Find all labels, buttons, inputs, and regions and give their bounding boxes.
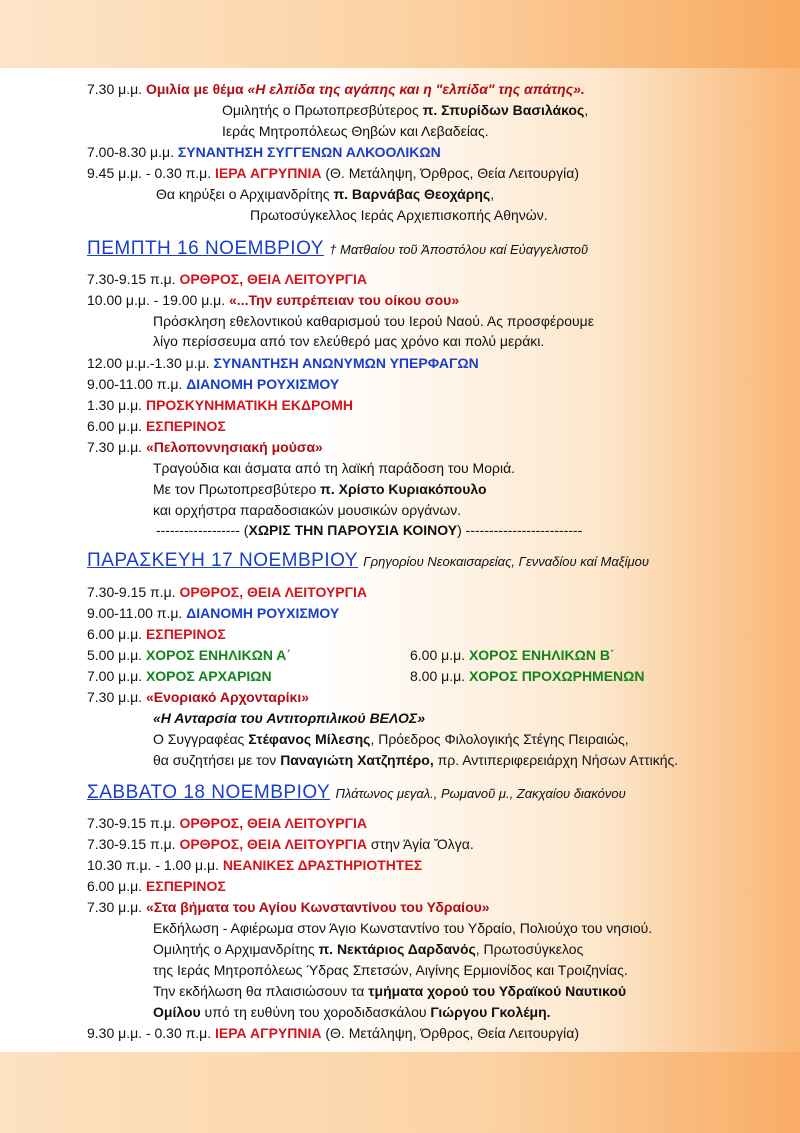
event-time: 9.00-11.00 π.μ. <box>87 605 183 621</box>
schedule-line <box>87 271 367 288</box>
detail-line: και ορχήστρα παραδοσιακών μουσικών οργάνων. <box>153 502 462 518</box>
event-time: 9.00-11.00 π.μ. <box>87 376 183 392</box>
detail-line: Πρωτοσύγκελλος Ιεράς Αρχιεπισκοπής Αθηνών. <box>250 207 548 223</box>
event-title: ΟΡΘΡΟΣ, ΘΕΙΑ ΛΕΙΤΟΥΡΓΙΑ <box>179 271 368 287</box>
schedule-line <box>87 584 367 601</box>
schedule-line <box>87 647 291 664</box>
event-title: ΙΕΡΑ ΑΓΡΥΠΝΙΑ <box>215 165 322 181</box>
event-title: ΟΡΘΡΟΣ, ΘΕΙΑ ΛΕΙΤΟΥΡΓΙΑ <box>179 836 368 852</box>
event-title: ΙΕΡΑ ΑΓΡΥΠΝΙΑ <box>215 1025 322 1041</box>
event-title: ΠΡΟΣΚΥΝΗΜΑΤΙΚΗ ΕΚΔΡΟΜΗ <box>145 397 354 413</box>
feast-name: † Ματθαίου τοῦ Ἀποστόλου καί Εὐαγγελιστοῦ <box>329 242 589 257</box>
event-time: 7.30 μ.μ. <box>87 439 143 455</box>
event-title: «...Την ευπρέπειαν του οίκου σου» <box>229 292 460 308</box>
event-time: 9.45 μ.μ. - 0.30 π.μ. <box>87 165 212 181</box>
speaker-name: π. Νεκτάριος Δαρδανός <box>318 941 476 957</box>
event-title: ΟΡΘΡΟΣ, ΘΕΙΑ ΛΕΙΤΟΥΡΓΙΑ <box>179 584 368 600</box>
schedule-line <box>87 899 490 916</box>
schedule-line <box>87 605 339 622</box>
schedule-line <box>87 439 323 456</box>
event-title: ΧΟΡΟΣ ΕΝΗΛΙΚΩΝ Β΄ <box>468 647 615 663</box>
speaker-name: Γιώργου Γκολέμη. <box>430 1004 551 1020</box>
event-title: ΣΥΝΑΝΤΗΣΗ ΣΥΓΓΕΝΩΝ ΑΛΚΟΟΛΙΚΩΝ <box>177 144 441 160</box>
detail-line: Πρόσκληση εθελοντικού καθαρισμού του Ιερού Ναού. Ας προσφέρουμε <box>153 313 594 329</box>
schedule-line <box>87 292 459 309</box>
event-title: ΔΙΑΝΟΜΗ ΡΟΥΧΙΣΜΟΥ <box>186 605 340 621</box>
event-title: Ομιλία με θέμα <box>145 81 244 97</box>
event-time: 6.00 μ.μ. <box>87 418 143 434</box>
speaker-name: Παναγιώτη Χατζηπέρο, <box>280 752 434 768</box>
detail-line: Ομιλητής ο Αρχιμανδρίτης π. Νεκτάριος Δαρδανός, Πρωτοσύγκελος <box>153 941 584 957</box>
schedule-line <box>87 376 339 393</box>
event-title: ΟΡΘΡΟΣ, ΘΕΙΑ ΛΕΙΤΟΥΡΓΙΑ <box>179 815 368 831</box>
event-time: 12.00 μ.μ.-1.30 μ.μ. <box>87 355 210 371</box>
detail-line: θα συζητήσει με τον Παναγιώτη Χατζηπέρο, πρ. Αντιπεριφερειάρχη Νήσων Αττικής. <box>153 752 679 768</box>
event-time: 7.30-9.15 π.μ. <box>87 271 176 287</box>
detail-line: Εκδήλωση - Αφιέρωμα στον Άγιο Κωνσταντίνο του Υδραίο, Πολιούχο του νησιού. <box>153 920 653 936</box>
detail-line: Ιεράς Μητροπόλεως Θηβών και Λεβαδείας. <box>222 123 489 139</box>
schedule-line <box>87 689 309 706</box>
schedule-line <box>87 668 272 685</box>
detail-line: Με τον Πρωτοπρεσβύτερο π. Χρίστο Κυριακόπουλο <box>153 481 487 497</box>
speaker-name: π. Σπυρίδων Βασιλάκος <box>422 102 585 118</box>
schedule-line <box>87 878 226 895</box>
schedule-line <box>87 355 479 372</box>
schedule-line <box>87 857 422 874</box>
no-audience-notice: ------------------ (ΧΩΡΙΣ ΤΗΝ ΠΑΡΟΥΣΙΑ ΚΟΙΝΟΥ) ------------------------- <box>156 522 583 538</box>
event-time: 8.00 μ.μ. <box>410 668 466 684</box>
detail-line: Ομίλου υπό τη ευθύνη του χοροδιδασκάλου Γιώργου Γκολέμη. <box>153 1004 551 1020</box>
event-time: 6.00 μ.μ. <box>87 878 143 894</box>
detail-line: Την εκδήλωση θα πλαισιώσουν τα τμήματα χορού του Υδραϊκού Ναυτικού <box>153 983 627 999</box>
day-heading-saturday <box>87 782 626 805</box>
event-title: «Ενοριακό Αρχονταρίκι» <box>145 689 309 705</box>
event-note: (Θ. Μετάληψη, Όρθρος, Θεία Λειτουργία) <box>325 1025 579 1041</box>
event-time: 7.30-9.15 π.μ. <box>87 584 176 600</box>
feast-name: Γρηγορίου Νεοκαισαρείας, Γενναδίου καί Μαξίμου <box>363 554 649 569</box>
event-title: ΝΕΑΝΙΚΕΣ ΔΡΑΣΤΗΡΙΟΤΗΤΕΣ <box>222 857 423 873</box>
bottom-band <box>0 1052 800 1133</box>
event-time: 7.00-8.30 μ.μ. <box>87 144 174 160</box>
event-title: «Πελοποννησιακή μούσα» <box>145 439 323 455</box>
schedule-line <box>87 397 353 414</box>
day-heading-thursday <box>87 238 588 261</box>
event-time: 10.00 μ.μ. - 19.00 μ.μ. <box>87 292 226 308</box>
event-time: 7.30 μ.μ. <box>87 81 143 97</box>
speaker-name: π. Βαρνάβας Θεοχάρης <box>333 186 491 202</box>
event-title: ΧΟΡΟΣ ΑΡΧΑΡΙΩΝ <box>145 668 272 684</box>
day-title: ΠΑΡΑΣΚΕΥΗ 17 ΝΟΕΜΒΡΙΟΥ <box>87 550 358 571</box>
event-title: ΕΣΠΕΡΙΝΟΣ <box>145 418 226 434</box>
detail-line: Θα κηρύξει ο Αρχιμανδρίτης π. Βαρνάβας Θεοχάρης, <box>156 186 495 202</box>
schedule-line <box>87 836 474 853</box>
event-note: (Θ. Μετάληψη, Όρθρος, Θεία Λειτουργία) <box>325 165 579 181</box>
event-title: ΣΥΝΑΝΤΗΣΗ ΑΝΩΝΥΜΩΝ ΥΠΕΡΦΑΓΩΝ <box>213 355 479 371</box>
event-time: 7.30 μ.μ. <box>87 899 143 915</box>
schedule-line <box>87 1025 579 1042</box>
speaker-name: Στέφανος Μίλεσης <box>248 731 371 747</box>
speaker-name: π. Χρίστο Κυριακόπουλο <box>320 481 487 497</box>
day-title: ΠΕΜΠΤΗ 16 ΝΟΕΜΒΡΙΟΥ <box>87 238 324 259</box>
event-title: ΧΟΡΟΣ ΠΡΟΧΩΡΗΜΕΝΩΝ <box>468 668 645 684</box>
feast-name: Πλάτωνος μεγαλ., Ρωμανοῦ μ., Ζακχαίου διακόνου <box>335 786 626 801</box>
event-time: 7.30-9.15 π.μ. <box>87 815 176 831</box>
event-title: ΔΙΑΝΟΜΗ ΡΟΥΧΙΣΜΟΥ <box>186 376 340 392</box>
event-time: 5.00 μ.μ. <box>87 647 143 663</box>
event-time: 7.00 μ.μ. <box>87 668 143 684</box>
event-time: 1.30 μ.μ. <box>87 397 143 413</box>
event-title: ΕΣΠΕΡΙΝΟΣ <box>145 878 226 894</box>
detail-line: λίγο περίσσευμα από τον ελεύθερό μας χρόνο και πολύ μεράκι. <box>153 333 545 349</box>
event-time: 6.00 μ.μ. <box>410 647 466 663</box>
event-title: ΧΟΡΟΣ ΕΝΗΛΙΚΩΝ Α΄ <box>145 647 292 663</box>
event-time: 6.00 μ.μ. <box>87 626 143 642</box>
day-title: ΣΑΒΒΑΤΟ 18 ΝΟΕΜΒΡΙΟΥ <box>87 782 331 803</box>
detail-line: Ο Συγγραφέας Στέφανος Μίλεσης, Πρόεδρος Φιλολογικής Στέγης Πειραιώς, <box>153 731 629 747</box>
detail-line: της Ιεράς Μητροπόλεως Ύδρας Σπετσών, Αιγίνης Ερμιονίδος και Τροιζηνίας. <box>153 962 628 978</box>
event-time: 7.30 μ.μ. <box>87 689 143 705</box>
event-time: 7.30-9.15 π.μ. <box>87 836 176 852</box>
schedule-line <box>87 626 226 643</box>
top-band <box>0 0 800 68</box>
schedule-line <box>87 815 367 832</box>
event-note: στην Άγία Ὄλγα. <box>370 836 474 852</box>
event-subtitle: «Η Ανταρσία του Αντιτορπιλικού ΒΕΛΟΣ» <box>153 710 426 726</box>
event-title: ΕΣΠΕΡΙΝΟΣ <box>145 626 226 642</box>
event-subtitle: «Η ελπίδα της αγάπης και η "ελπίδα" της απάτης». <box>247 81 585 97</box>
event-time: 9.30 μ.μ. - 0.30 π.μ. <box>87 1025 212 1041</box>
schedule-line <box>87 144 441 161</box>
schedule-line <box>87 81 585 98</box>
detail-line: Ομιλητής ο Πρωτοπρεσβύτερος π. Σπυρίδων Βασιλάκος, <box>222 102 589 118</box>
schedule-line <box>410 668 645 685</box>
detail-line: Τραγούδια και άσματα από τη λαϊκή παράδοση του Μοριά. <box>153 460 516 476</box>
schedule-line <box>87 418 226 435</box>
event-title: «Στα βήματα του Αγίου Κωνσταντίνου του Υδραίου» <box>145 899 490 915</box>
event-time: 10.30 π.μ. - 1.00 μ.μ. <box>87 857 219 873</box>
schedule-line <box>87 165 579 182</box>
day-heading-friday <box>87 550 649 573</box>
schedule-line <box>410 647 615 664</box>
